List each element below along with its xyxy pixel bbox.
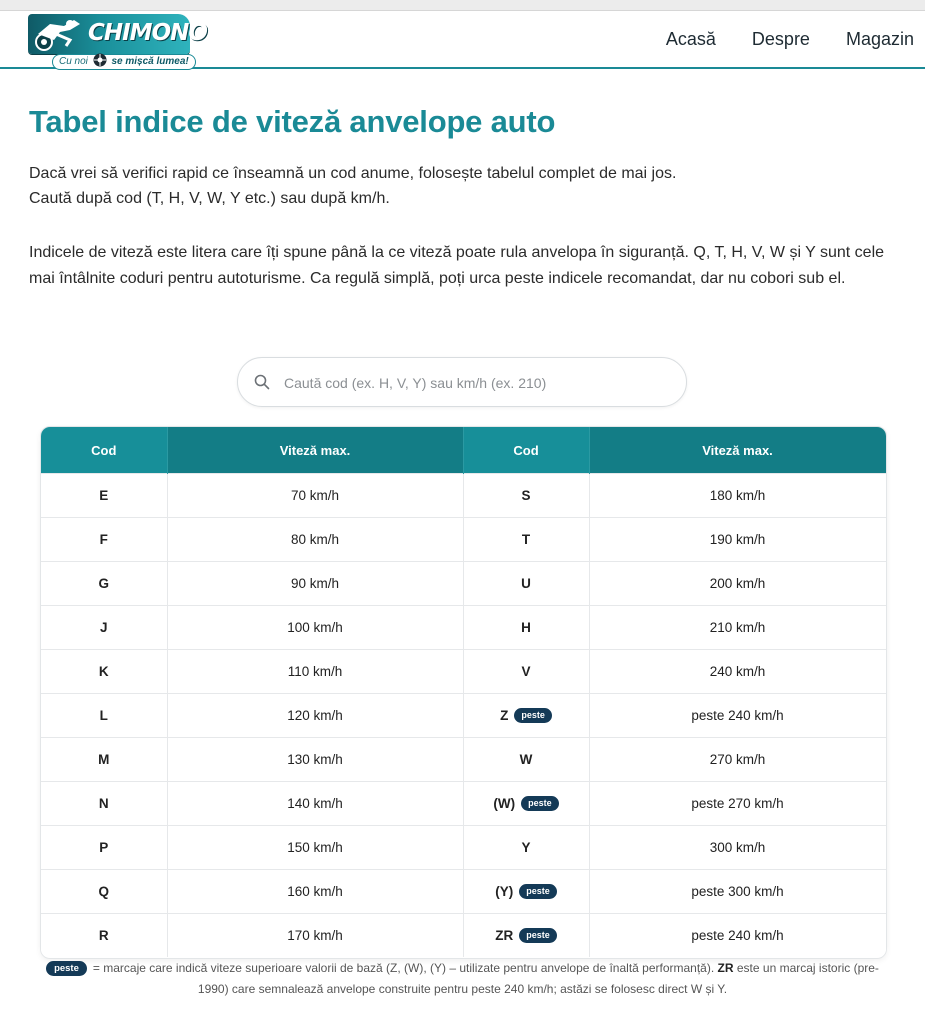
speed-cell	[167, 914, 463, 958]
site-logo[interactable]	[28, 14, 207, 67]
code-cell	[463, 914, 589, 958]
code-cell-text: (Y)	[495, 883, 514, 899]
speed-cell	[589, 782, 886, 826]
tagline-post: se mișcă lumea!	[111, 56, 189, 67]
table-row	[41, 606, 886, 650]
table-row	[41, 870, 886, 914]
speed-cell-text: peste 300 km/h	[691, 884, 784, 899]
speed-cell-text: 270 km/h	[709, 752, 766, 767]
column-header-cod: Cod	[463, 427, 589, 474]
table-body	[41, 474, 886, 958]
page-title: Tabel indice de viteză anvelope auto	[29, 104, 556, 139]
code-cell-text: J	[99, 620, 108, 635]
code-cell	[463, 650, 589, 694]
code-cell	[463, 518, 589, 562]
speed-cell	[167, 474, 463, 518]
search-icon	[254, 374, 270, 390]
speed-cell-text: 190 km/h	[709, 532, 766, 547]
speed-cell	[589, 694, 886, 738]
code-cell-text: P	[99, 840, 109, 855]
speed-cell	[167, 826, 463, 870]
code-cell	[41, 562, 167, 606]
search-box[interactable]	[237, 357, 687, 407]
speed-cell	[167, 562, 463, 606]
speed-cell-text: 110 km/h	[287, 664, 343, 679]
code-cell-text: W	[519, 752, 533, 767]
footnote-zr: ZR	[717, 961, 734, 975]
code-cell-text: E	[99, 488, 109, 503]
nav-link-magazin[interactable]: Magazin	[845, 29, 914, 49]
peste-badge: peste	[46, 961, 87, 976]
main-nav	[666, 29, 914, 50]
speed-cell-text: 200 km/h	[709, 576, 766, 591]
code-cell-text: (W)	[493, 795, 516, 811]
speed-cell	[589, 826, 886, 870]
speed-cell	[167, 694, 463, 738]
speed-cell-text: 240 km/h	[709, 664, 766, 679]
code-cell	[463, 562, 589, 606]
table-row	[41, 650, 886, 694]
site-header	[0, 11, 925, 69]
code-cell-text: R	[98, 928, 109, 943]
speed-cell-text: 150 km/h	[287, 840, 343, 855]
code-cell	[463, 826, 589, 870]
code-cell	[41, 694, 167, 738]
column-header-viteza: Viteză max.	[589, 427, 886, 474]
code-cell	[463, 474, 589, 518]
speed-cell	[167, 738, 463, 782]
speed-cell	[589, 474, 886, 518]
code-cell-text: Y	[521, 840, 531, 855]
table-row	[41, 782, 886, 826]
code-cell-text: K	[98, 664, 109, 679]
speed-cell-text: 100 km/h	[287, 620, 343, 635]
speed-cell-text: peste 270 km/h	[691, 796, 784, 811]
code-cell	[41, 650, 167, 694]
description-paragraph: Indicele de viteză este litera care îți spune până la ce viteză poate rula anvelopa în siguranță. Q, T, H, V, W și Y sunt cele mai întâlnite coduri pentru autoturisme. Ca regulă simplă, poți urca peste indicele recomandat, dar nu cobori sub el.	[29, 244, 885, 287]
intro-line-1: Dacă vrei să verifici rapid ce înseamnă un cod anume, folosește tabelul complet de mai jos.	[29, 165, 677, 182]
table-row	[41, 914, 886, 958]
column-header-cod: Cod	[41, 427, 167, 474]
code-cell	[41, 606, 167, 650]
nav-link-acasa[interactable]: Acasă	[665, 29, 716, 49]
speed-cell-text: 210 km/h	[709, 620, 766, 635]
code-cell-text: G	[98, 576, 109, 591]
code-cell-text: L	[99, 708, 108, 723]
table-row	[41, 562, 886, 606]
logo-tagline	[52, 54, 196, 70]
browser-top-strip	[0, 0, 925, 11]
intro-line-2: Caută după cod (T, H, V, W, Y etc.) sau după km/h.	[29, 190, 390, 207]
footnote	[40, 958, 885, 1000]
column-header-viteza: Viteză max.	[167, 427, 463, 474]
speed-cell	[589, 606, 886, 650]
code-cell-text: T	[521, 532, 531, 547]
code-cell	[41, 474, 167, 518]
speed-cell-text: 170 km/h	[287, 928, 343, 943]
code-cell	[463, 694, 589, 738]
code-cell	[41, 914, 167, 958]
table-row	[41, 738, 886, 782]
peste-badge: peste	[519, 928, 557, 943]
speed-cell	[167, 870, 463, 914]
table-row	[41, 694, 886, 738]
speed-cell-text: 80 km/h	[290, 532, 340, 547]
speed-cell-text: 70 km/h	[290, 488, 340, 503]
code-cell	[463, 870, 589, 914]
table-row	[41, 474, 886, 518]
code-cell-text: Z	[500, 707, 509, 723]
intro-text	[29, 161, 909, 211]
speed-cell-text: 300 km/h	[709, 840, 766, 855]
code-cell-text: H	[521, 620, 531, 635]
speed-cell	[589, 738, 886, 782]
code-cell	[41, 826, 167, 870]
code-cell-text: N	[98, 796, 109, 811]
code-cell	[463, 782, 589, 826]
code-cell-text: Q	[98, 884, 109, 899]
speed-cell-text: 180 km/h	[709, 488, 766, 503]
code-cell-text: F	[99, 532, 108, 547]
table-row	[41, 518, 886, 562]
speed-cell	[589, 518, 886, 562]
code-cell	[41, 738, 167, 782]
code-cell-text: U	[521, 576, 531, 591]
logo-figure-icon	[30, 16, 86, 52]
code-cell-text: ZR	[495, 927, 514, 943]
speed-cell-text: peste 240 km/h	[691, 708, 784, 723]
speed-cell	[589, 870, 886, 914]
speed-cell-text: peste 240 km/h	[691, 928, 784, 943]
code-cell	[41, 518, 167, 562]
peste-badge: peste	[519, 884, 557, 899]
logo-text: CHIMONO	[88, 20, 207, 46]
footnote-text-2: este un marcaj istoric (pre-1990) care semnalează anvelope construite pentru peste 240 km/h; astăzi se folosesc direct W și Y.	[197, 961, 879, 996]
speed-cell	[167, 782, 463, 826]
speed-cell	[167, 518, 463, 562]
speed-cell	[167, 606, 463, 650]
code-cell-text: M	[98, 752, 110, 767]
speed-cell-text: 130 km/h	[287, 752, 343, 767]
speed-cell-text: 160 km/h	[287, 884, 343, 899]
search-input[interactable]	[282, 370, 676, 396]
logo-banner	[28, 14, 207, 54]
code-cell-text: S	[521, 488, 531, 503]
code-cell	[41, 782, 167, 826]
footnote-text-1: = marcaje care indică viteze superioare valorii de bază (Z, (W), (Y) – utilizate pentru anvelope de înaltă performanță).	[92, 961, 715, 975]
peste-badge: peste	[521, 796, 559, 811]
speed-cell-text: 90 km/h	[290, 576, 340, 591]
speed-cell	[167, 650, 463, 694]
speed-index-table	[40, 426, 887, 959]
code-cell	[463, 738, 589, 782]
speed-cell-text: 120 km/h	[287, 708, 343, 723]
code-cell-text: V	[521, 664, 531, 679]
table-header-row	[41, 427, 886, 474]
speed-cell-text: 140 km/h	[287, 796, 343, 811]
speed-cell	[589, 562, 886, 606]
table-row	[41, 826, 886, 870]
code-cell	[41, 870, 167, 914]
code-cell	[463, 606, 589, 650]
nav-link-despre[interactable]: Despre	[751, 29, 810, 49]
speed-cell	[589, 650, 886, 694]
peste-badge: peste	[514, 708, 552, 723]
tagline-pre: Cu noi	[59, 56, 88, 67]
wheel-icon	[93, 53, 107, 67]
speed-cell	[589, 914, 886, 958]
